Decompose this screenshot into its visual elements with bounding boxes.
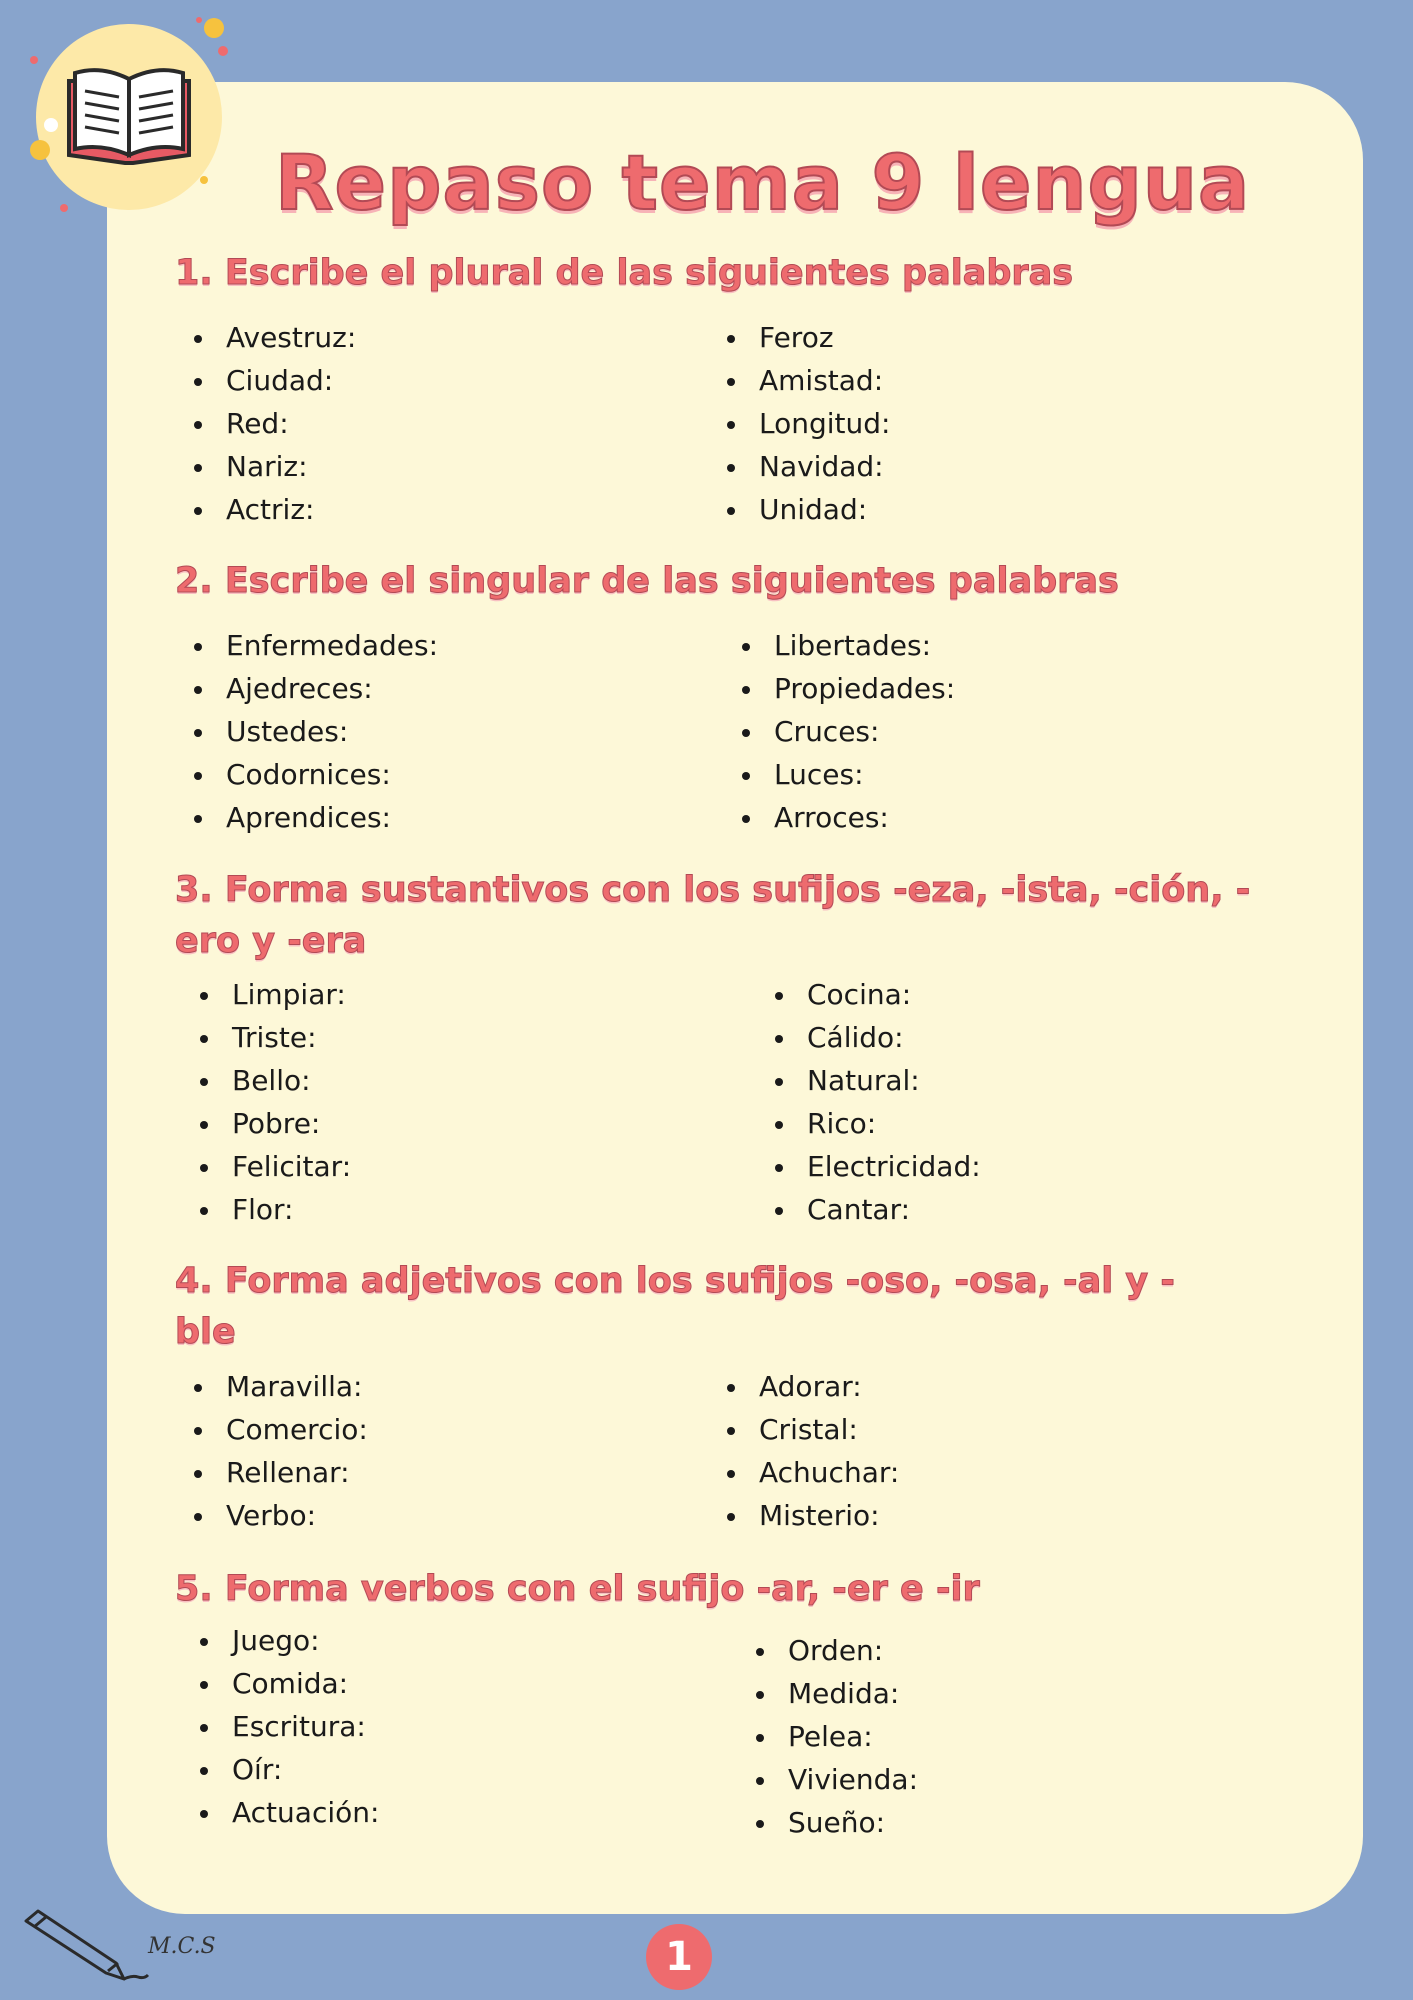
list-item: Actuación:	[200, 1791, 379, 1834]
list-item: Achuchar:	[727, 1451, 899, 1494]
decor-dot	[30, 56, 38, 64]
section-2-heading: 2. Escribe el singular de las siguientes palabras	[175, 561, 1119, 601]
list-item: Pobre:	[200, 1102, 351, 1145]
list-item: Cocina:	[775, 973, 981, 1016]
decor-dot	[30, 140, 50, 160]
list-item: Felicitar:	[200, 1145, 351, 1188]
list-item: Medida:	[756, 1672, 918, 1715]
list-item: Arroces:	[742, 796, 955, 839]
list-item: Flor:	[200, 1188, 351, 1231]
list-item: Aprendices:	[194, 796, 438, 839]
list-item: Maravilla:	[194, 1365, 368, 1408]
section-3-left-list	[200, 973, 351, 1231]
open-book-icon	[61, 59, 197, 171]
list-item: Cantar:	[775, 1188, 981, 1231]
list-item: Cruces:	[742, 710, 955, 753]
page-title: Repaso tema 9 lengua	[275, 138, 1251, 227]
list-item: Avestruz:	[194, 316, 356, 359]
decor-dot	[200, 176, 208, 184]
list-item: Rico:	[775, 1102, 981, 1145]
list-item: Longitud:	[727, 402, 890, 445]
section-4-left-list	[194, 1365, 368, 1537]
section-5-left-list	[200, 1619, 379, 1834]
section-3-heading	[175, 865, 1335, 967]
section-2-left-list	[194, 624, 438, 839]
list-item: Vivienda:	[756, 1758, 918, 1801]
list-item: Adorar:	[727, 1365, 899, 1408]
list-item: Cristal:	[727, 1408, 899, 1451]
list-item: Ustedes:	[194, 710, 438, 753]
section-5-heading: 5. Forma verbos con el sufijo -ar, -er e -ir	[175, 1569, 980, 1609]
list-item: Verbo:	[194, 1494, 368, 1537]
list-item: Enfermedades:	[194, 624, 438, 667]
list-item: Feroz	[727, 316, 890, 359]
decor-dot	[60, 204, 68, 212]
section-4-heading	[175, 1256, 1335, 1358]
heading-line: 3. Forma sustantivos con los sufijos -eza, -ista, -ción, -	[175, 870, 1251, 910]
list-item: Luces:	[742, 753, 955, 796]
list-item: Juego:	[200, 1619, 379, 1662]
list-item: Triste:	[200, 1016, 351, 1059]
section-3-right-list	[775, 973, 981, 1231]
list-item: Limpiar:	[200, 973, 351, 1016]
list-item: Nariz:	[194, 445, 356, 488]
list-item: Escritura:	[200, 1705, 379, 1748]
list-item: Libertades:	[742, 624, 955, 667]
list-item: Natural:	[775, 1059, 981, 1102]
section-4-right-list	[727, 1365, 899, 1537]
list-item: Electricidad:	[775, 1145, 981, 1188]
pencil-icon	[20, 1905, 150, 1985]
list-item: Misterio:	[727, 1494, 899, 1537]
list-item: Codornices:	[194, 753, 438, 796]
section-5-right-list	[756, 1629, 918, 1844]
list-item: Comercio:	[194, 1408, 368, 1451]
decor-dot	[196, 17, 202, 23]
heading-line: 4. Forma adjetivos con los sufijos -oso, -osa, -al y -	[175, 1261, 1175, 1301]
list-item: Orden:	[756, 1629, 918, 1672]
decor-dot	[44, 118, 58, 132]
list-item: Ajedreces:	[194, 667, 438, 710]
section-1-right-list	[727, 316, 890, 531]
list-item: Oír:	[200, 1748, 379, 1791]
list-item: Propiedades:	[742, 667, 955, 710]
list-item: Sueño:	[756, 1801, 918, 1844]
section-2-right-list	[742, 624, 955, 839]
signature: M.C.S	[148, 1934, 216, 1959]
section-1-left-list	[194, 316, 356, 531]
list-item: Red:	[194, 402, 356, 445]
list-item: Amistad:	[727, 359, 890, 402]
book-badge	[36, 24, 222, 210]
list-item: Navidad:	[727, 445, 890, 488]
heading-line: ble	[175, 1312, 236, 1352]
list-item: Unidad:	[727, 488, 890, 531]
decor-dot	[204, 18, 224, 38]
heading-line: ero y -era	[175, 921, 367, 961]
list-item: Ciudad:	[194, 359, 356, 402]
list-item: Comida:	[200, 1662, 379, 1705]
list-item: Cálido:	[775, 1016, 981, 1059]
list-item: Bello:	[200, 1059, 351, 1102]
list-item: Rellenar:	[194, 1451, 368, 1494]
decor-dot	[218, 46, 228, 56]
section-1-heading: 1. Escribe el plural de las siguientes palabras	[175, 253, 1074, 293]
list-item: Actriz:	[194, 488, 356, 531]
page-number: 1	[646, 1924, 712, 1990]
list-item: Pelea:	[756, 1715, 918, 1758]
